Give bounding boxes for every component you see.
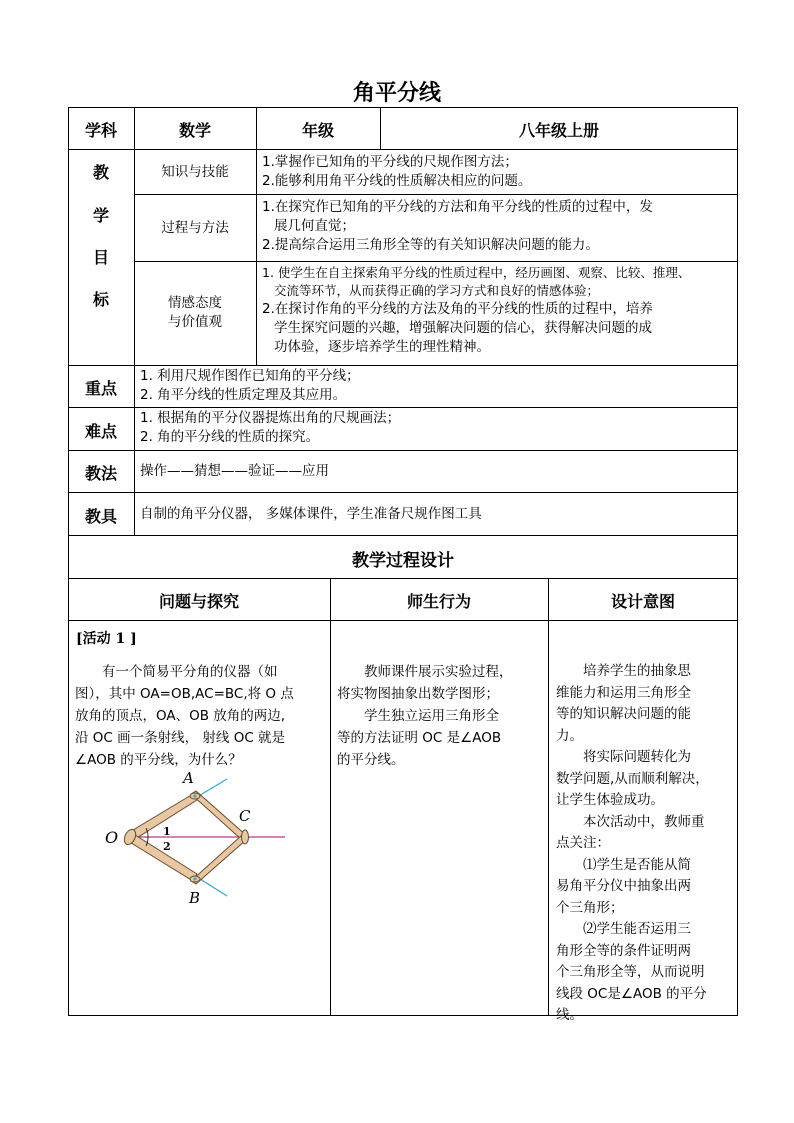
- subject-value: 数学: [178, 121, 211, 140]
- method-label: 教法: [84, 464, 117, 483]
- label-angle-2: 2: [163, 840, 171, 853]
- objectives-label-char: 教: [92, 163, 109, 182]
- label-a: A: [183, 769, 194, 787]
- column-header-intent: 设计意图: [610, 592, 675, 611]
- objective-process-text: 1.在探究作已知角的平分线的方法和角平分线的性质的过程中，发 展几何直觉； 2.提高综合运用三角形全等的有关知识解决问题的能力。: [262, 199, 653, 253]
- tools-label: 教具: [84, 507, 117, 526]
- objective-attitude-label: 情感态度 与价值观: [168, 295, 222, 330]
- objective-knowledge-label: 知识与技能: [161, 164, 229, 180]
- page-title: 角平分线: [352, 80, 441, 106]
- key-points-label: 重点: [84, 379, 117, 398]
- subject-label: 学科: [84, 121, 117, 140]
- activity-title: [活动 1 ]: [76, 631, 137, 647]
- objective-process-label: 过程与方法: [161, 220, 229, 236]
- angle-bisector-figure: [95, 765, 295, 910]
- objectives-label-char: 标: [92, 290, 109, 309]
- label-b: B: [189, 889, 201, 907]
- process-title: 教学过程设计: [352, 551, 454, 571]
- objective-attitude-text: 1. 使学生在自主探索角平分线的性质过程中，经历画图、观察、比较、推理、 交流等环节，从而获得正确的学习方式和良好的情感体验； 2.在探讨作角的平分线的方法及角的平分线的性质的过程中，培养 学生探究问题的兴趣，增强解决问题的信心，获得解决问题的成 功体验，逐步培养学生的理性精神。: [262, 265, 691, 355]
- key-points-text: 1. 利用尺规作图作已知角的平分线； 2. 角平分线的性质定理及其应用。: [140, 368, 360, 403]
- difficulties-text: 1. 根据角的平分仪器提炼出角的尺规画法； 2. 角的平分线的性质的探究。: [140, 410, 401, 445]
- difficulties-label: 难点: [84, 422, 117, 441]
- design-intent: 培养学生的抽象思 维能力和运用三角形全 等的知识解决问题的能 力。 将实际问题转化为 数学问题,从而顺利解决， 让学生体验成功。 本次活动中，教师重 点关注： ⑴学生是否能从简 易角平分仪中抽象出两 个三角形； ⑵学生能否运用三 角形全等的条件证明两 个三角形全等，从而说明 线段 OC是∠AOB 的平分 线。: [556, 663, 709, 1023]
- label-c: C: [239, 807, 251, 825]
- objectives-label-char: 目: [92, 248, 109, 267]
- objective-knowledge-text: 1.掌握作已知角的平分线的尺规作图方法； 2.能够利用角平分线的性质解决相应的问题。: [262, 154, 532, 189]
- label-angle-1: 1: [163, 825, 171, 838]
- teacher-student-behavior: 教师课件展示实验过程， 将实物图抽象出数学图形； 学生独立运用三角形全 等的方法证明 OC 是∠AOB 的平分线。: [337, 664, 513, 768]
- objectives-label-char: 学: [92, 206, 109, 225]
- label-o: O: [105, 828, 119, 847]
- column-header-behavior: 师生行为: [406, 592, 471, 611]
- grade-label: 年级: [301, 121, 334, 140]
- column-header-question: 问题与探究: [158, 592, 239, 611]
- grade-value: 八年级上册: [518, 121, 599, 140]
- activity-question: 有一个简易平分角的仪器（如 图），其中 OA=OB,AC=BC,将 O 点 放角的顶点，OA、OB 放角的两边, 沿 OC 画一条射线， 射线 OC 就是 ∠AOB 的平分线，为什么？: [75, 664, 294, 768]
- method-text: 操作——猜想——验证——应用: [140, 463, 329, 479]
- tools-text: 自制的角平分仪器， 多媒体课件，学生准备尺规作图工具: [140, 506, 482, 522]
